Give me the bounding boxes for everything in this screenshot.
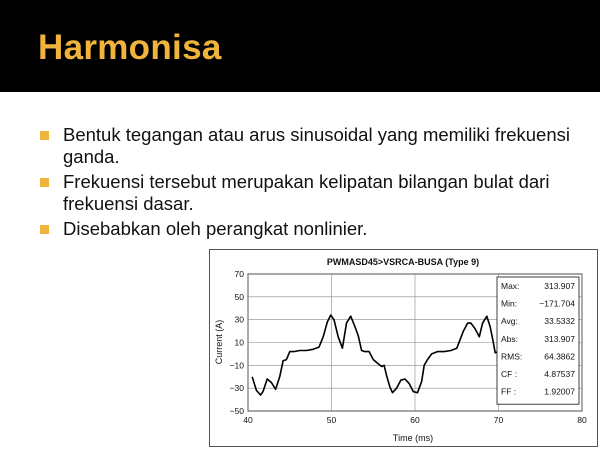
- chart-title: PWMASD45>VSRCA-BUSA (Type 9): [326, 257, 480, 267]
- x-axis-label: Time (ms): [392, 433, 434, 443]
- current-waveform-line: [252, 315, 509, 395]
- stats-value: 1.92007: [544, 386, 575, 397]
- stats-label: RMS:: [501, 351, 523, 362]
- bullet-text: Disebabkan oleh perangkat nonlinier.: [63, 218, 368, 239]
- stats-label: Max:: [501, 281, 520, 291]
- stats-value: −171.704: [539, 298, 575, 309]
- stats-value: 313.907: [544, 333, 575, 344]
- square-bullet-icon: [40, 178, 49, 187]
- x-tick-label: 50: [326, 415, 337, 425]
- x-tick-label: 70: [493, 415, 504, 425]
- stats-value: 313.907: [544, 281, 575, 291]
- bullet-list: [40, 124, 585, 243]
- y-tick-label: 10: [234, 337, 244, 348]
- bullet-item: [40, 218, 585, 240]
- x-tick-label: 40: [243, 415, 253, 425]
- stats-label: Min:: [501, 298, 518, 309]
- stats-label: Abs:: [501, 333, 519, 344]
- y-axis-label: Current (A): [214, 319, 224, 365]
- waveform-figure: [209, 249, 598, 447]
- bullet-item: [40, 171, 585, 215]
- stats-value: 4.87537: [544, 369, 575, 379]
- slide-title: Harmonisa: [38, 28, 222, 67]
- y-tick-label: 50: [234, 291, 244, 302]
- stats-label: CF :: [501, 369, 518, 379]
- y-tick-label: 30: [234, 314, 244, 325]
- stats-value: 64.3862: [544, 351, 575, 362]
- x-tick-label: 60: [410, 415, 420, 425]
- x-tick-label: 80: [577, 415, 587, 425]
- bullet-text: Bentuk tegangan atau arus sinusoidal yang memiliki frekuensi ganda.: [63, 124, 570, 167]
- stats-value: 33.5332: [544, 316, 575, 327]
- y-tick-label: −30: [229, 383, 244, 394]
- y-tick-label: −50: [229, 406, 244, 416]
- waveform-chart: [210, 250, 597, 446]
- title-bar: [0, 0, 600, 92]
- bullet-item: [40, 124, 585, 168]
- stats-label: FF :: [501, 386, 517, 397]
- y-tick-label: −10: [229, 360, 244, 371]
- square-bullet-icon: [40, 131, 49, 140]
- bullet-text: Frekuensi tersebut merupakan kelipatan bilangan bulat dari frekuensi dasar.: [63, 171, 550, 214]
- plot-area: [230, 269, 587, 425]
- stats-label: Avg:: [501, 316, 518, 327]
- square-bullet-icon: [40, 225, 49, 234]
- y-tick-label: 70: [234, 269, 244, 279]
